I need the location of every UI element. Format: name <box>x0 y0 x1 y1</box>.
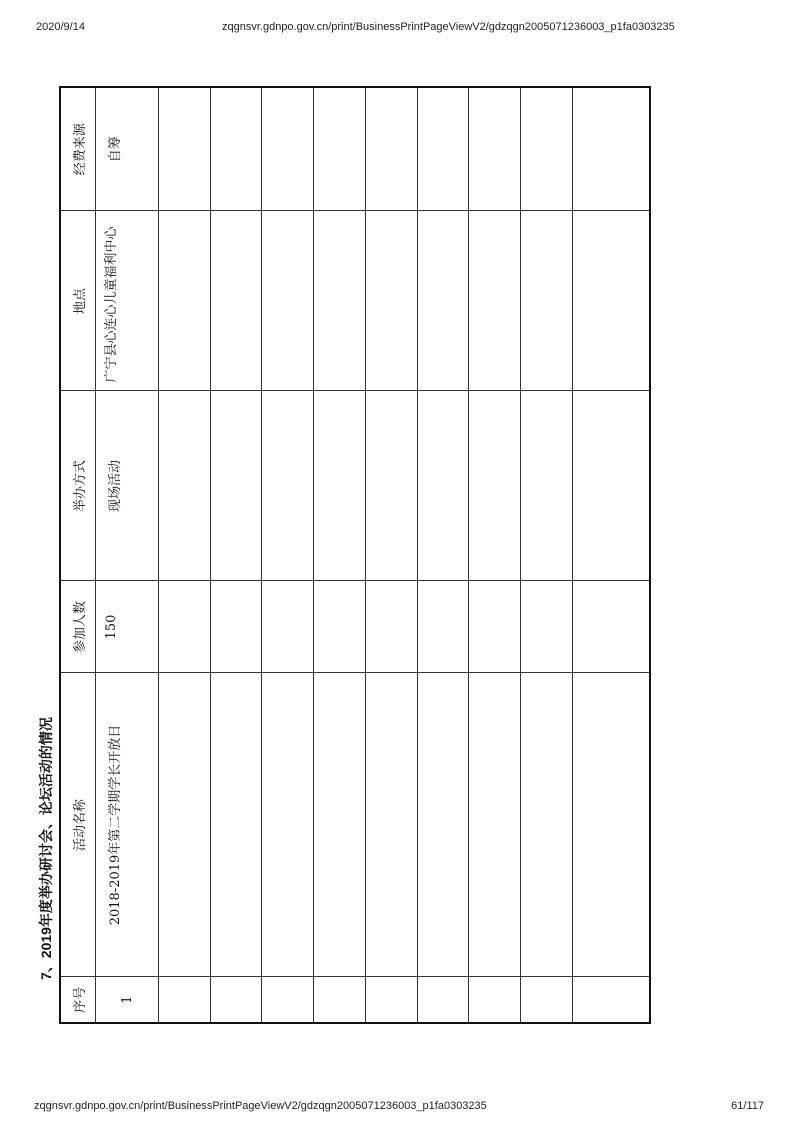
empty-row <box>469 87 521 1023</box>
col-header-funding: 经费来源 <box>60 87 96 211</box>
col-header-location: 地点 <box>60 211 96 391</box>
table-row <box>96 87 159 1023</box>
cell-no: 1 <box>96 977 159 1023</box>
empty-row <box>417 87 469 1023</box>
empty-row <box>365 87 417 1023</box>
print-date: 2020/9/14 <box>36 21 85 33</box>
print-url-header: zqgnsvr.gdnpo.gov.cn/print/BusinessPrintPageViewV2/gdzqgn2005071236003_p1fa0303235 <box>222 21 675 33</box>
section-title: 7、2019年度举办研讨会、论坛活动的情况 <box>38 717 54 980</box>
col-header-no: 序号 <box>60 977 96 1023</box>
cell-participants: 150 <box>96 581 159 673</box>
print-url-footer: zqgnsvr.gdnpo.gov.cn/print/BusinessPrintPageViewV2/gdzqgn2005071236003_p1fa0303235 <box>34 1100 487 1112</box>
page-number: 61/117 <box>731 1100 764 1112</box>
cell-name: 2018-2019年第二学期学长开放日 <box>96 673 159 977</box>
cell-location: 广宁县心连心儿童福利中心 <box>96 211 159 391</box>
col-header-method: 举办方式 <box>60 391 96 581</box>
cell-method: 现场活动 <box>96 391 159 581</box>
empty-row <box>210 87 262 1023</box>
empty-row <box>521 87 573 1023</box>
table-header-row <box>60 87 96 1023</box>
col-header-name: 活动名称 <box>60 673 96 977</box>
col-header-participants: 参加人数 <box>60 581 96 673</box>
empty-row <box>262 87 314 1023</box>
activities-table <box>59 86 651 1024</box>
empty-row <box>572 87 650 1023</box>
empty-row <box>159 87 211 1023</box>
rotated-table-container <box>59 88 651 1024</box>
empty-row <box>314 87 366 1023</box>
cell-funding: 自筹 <box>96 87 159 211</box>
